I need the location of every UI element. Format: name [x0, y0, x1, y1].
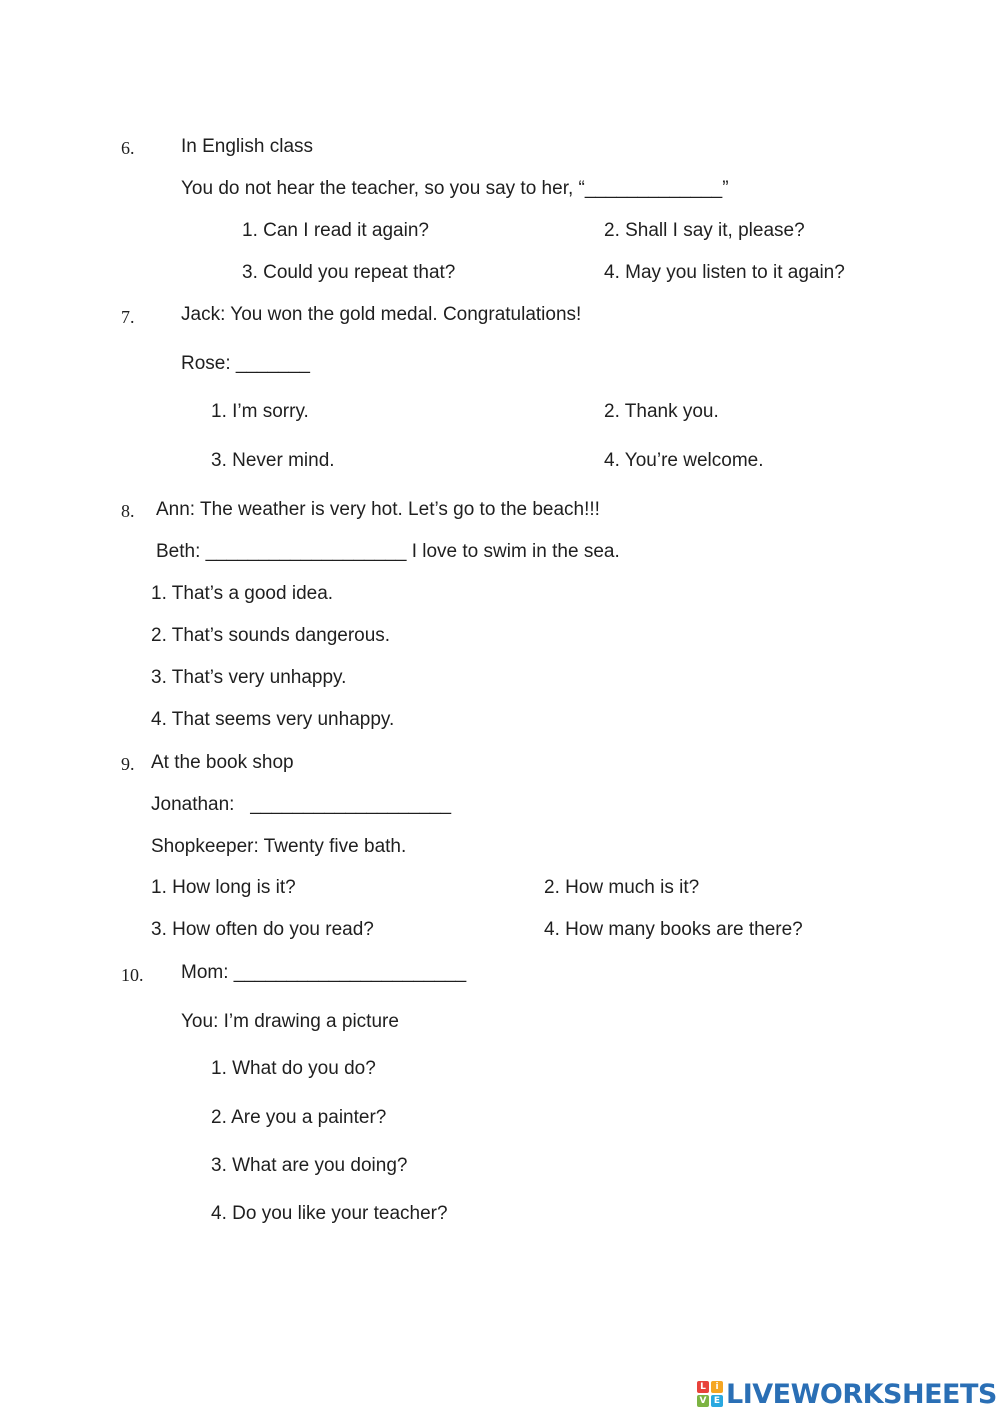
question-6-option-3[interactable]: 3. Could you repeat that?	[242, 262, 456, 283]
question-6-option-4[interactable]: 4. May you listen to it again?	[604, 262, 845, 283]
logo-cube-v: V	[697, 1395, 709, 1407]
logo-cubes-icon	[697, 1381, 723, 1407]
question-8-number: 8.	[121, 501, 135, 521]
question-10-option-1[interactable]: 1. What do you do?	[211, 1058, 376, 1079]
logo-cube-e: E	[711, 1395, 723, 1407]
question-9-option-3[interactable]: 3. How often do you read?	[151, 919, 374, 940]
question-7-option-3[interactable]: 3. Never mind.	[211, 450, 335, 471]
question-9-option-4[interactable]: 4. How many books are there?	[544, 919, 803, 940]
question-7-line-2: Rose: _______	[181, 353, 310, 374]
question-9-option-2[interactable]: 2. How much is it?	[544, 877, 700, 898]
question-8-line-2: Beth: ___________________ I love to swim in the sea.	[156, 541, 620, 562]
question-10-line-1: Mom: ______________________	[181, 962, 467, 983]
question-6-option-1[interactable]: 1. Can I read it again?	[242, 220, 429, 241]
question-9-number: 9.	[121, 754, 135, 774]
logo-cube-i: i	[711, 1381, 723, 1393]
question-9-line-2: Shopkeeper: Twenty five bath.	[151, 836, 407, 857]
liveworksheets-logo	[697, 1378, 997, 1410]
question-8-option-4[interactable]: 4. That seems very unhappy.	[151, 709, 395, 730]
question-6-context: In English class	[181, 136, 314, 157]
logo-text: LIVEWORKSHEETS	[726, 1378, 997, 1410]
question-9-context: At the book shop	[151, 752, 294, 773]
question-8-option-1[interactable]: 1. That’s a good idea.	[151, 583, 334, 604]
question-10-option-4[interactable]: 4. Do you like your teacher?	[211, 1203, 448, 1224]
question-7-option-4[interactable]: 4. You’re welcome.	[604, 450, 764, 471]
question-10-number: 10.	[121, 965, 144, 985]
logo-cube-l: L	[697, 1381, 709, 1393]
question-6-option-2[interactable]: 2. Shall I say it, please?	[604, 220, 805, 241]
question-10-option-2[interactable]: 2. Are you a painter?	[211, 1107, 387, 1128]
question-7-number: 7.	[121, 307, 135, 327]
question-8-option-3[interactable]: 3. That’s very unhappy.	[151, 667, 347, 688]
question-6-number: 6.	[121, 138, 135, 158]
question-8-line-1: Ann: The weather is very hot. Let’s go to the beach!!!	[156, 499, 600, 520]
question-10-line-2: You: I’m drawing a picture	[181, 1011, 399, 1032]
question-9-line-1: Jonathan: ___________________	[151, 794, 452, 815]
question-8-option-2[interactable]: 2. That’s sounds dangerous.	[151, 625, 391, 646]
question-7-line-1: Jack: You won the gold medal. Congratulations!	[181, 304, 582, 325]
question-10-option-3[interactable]: 3. What are you doing?	[211, 1155, 408, 1176]
question-9-option-1[interactable]: 1. How long is it?	[151, 877, 296, 898]
question-7-option-2[interactable]: 2. Thank you.	[604, 401, 719, 422]
question-7-option-1[interactable]: 1. I’m sorry.	[211, 401, 309, 422]
question-6-prompt: You do not hear the teacher, so you say to her, “_____________”	[181, 178, 729, 199]
